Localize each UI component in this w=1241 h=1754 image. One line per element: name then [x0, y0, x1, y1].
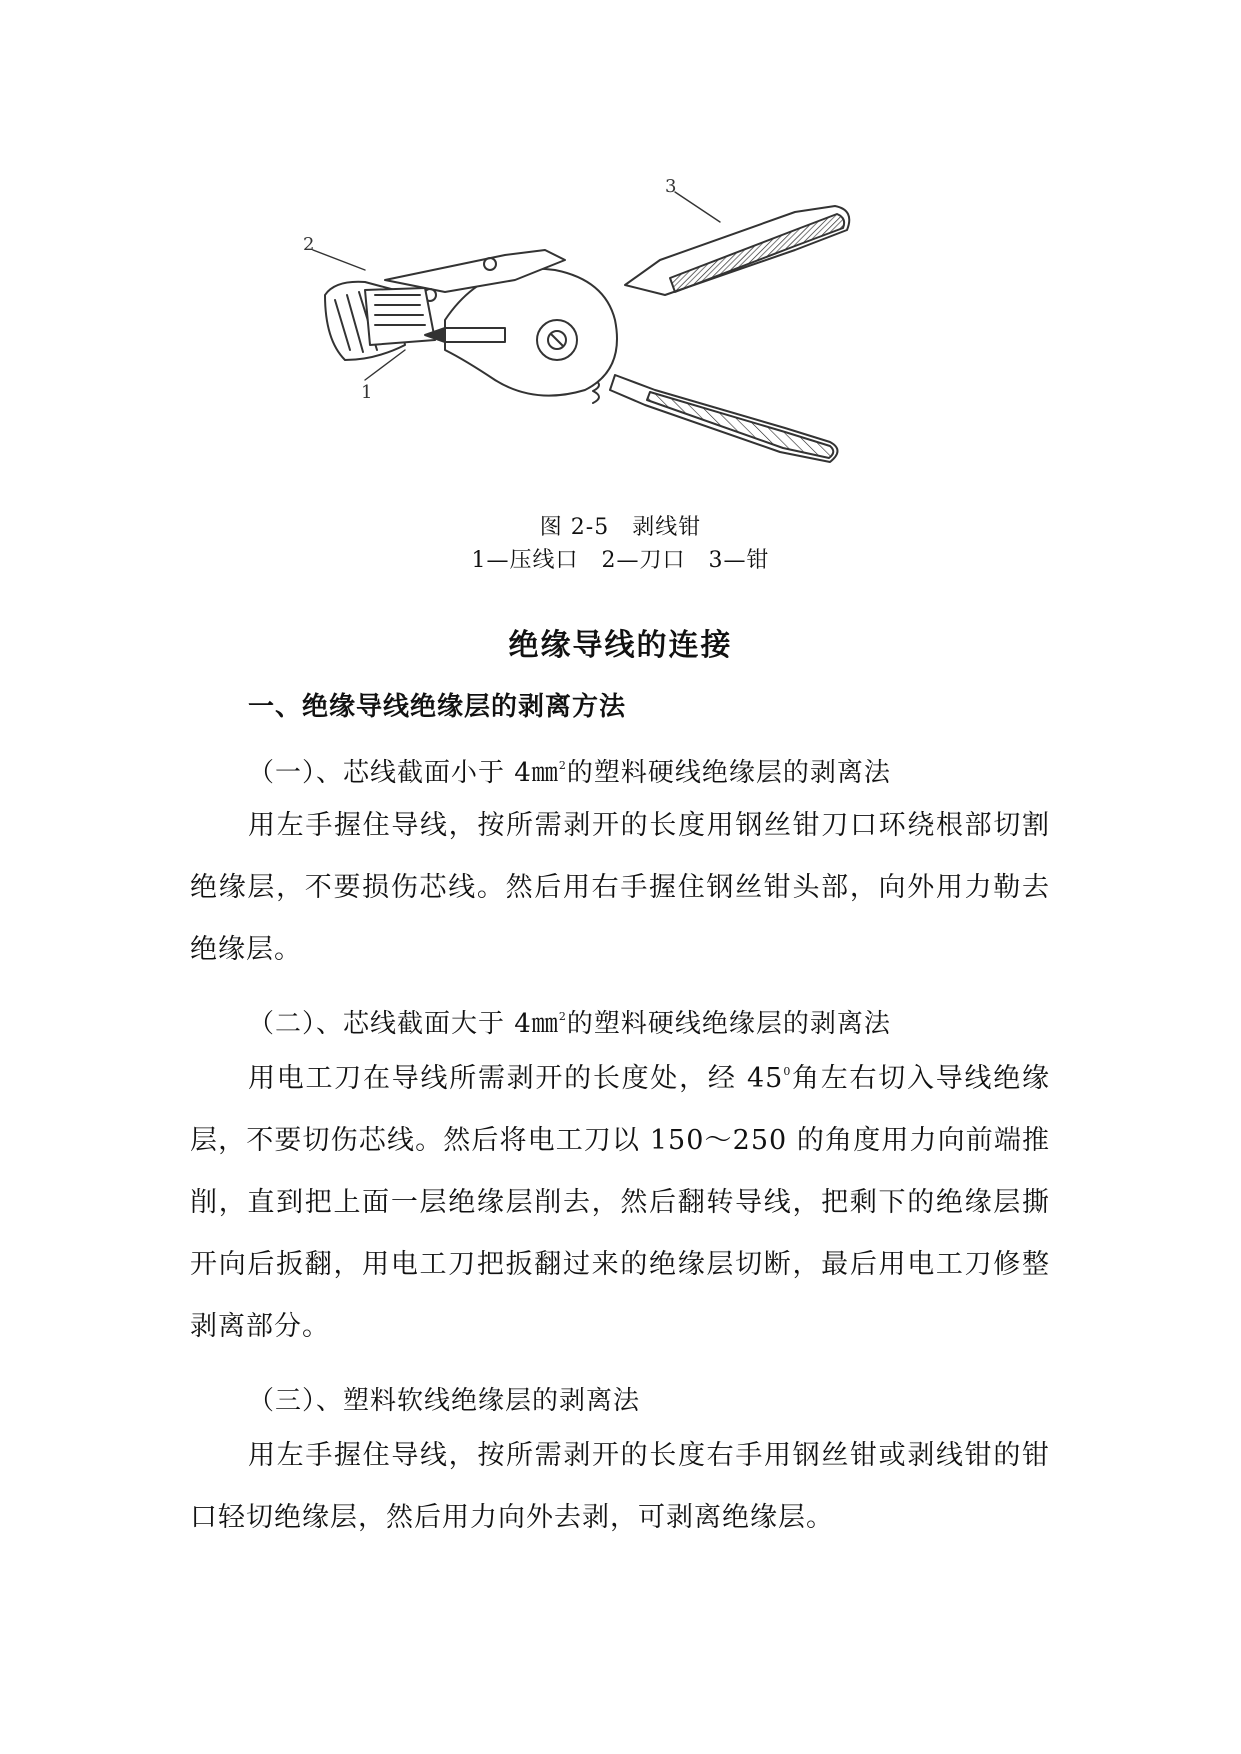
figure-label-3: 3 [665, 176, 677, 197]
figure-label-1: 1 [361, 382, 373, 403]
figure-caption: 图 2-5 剥线钳 [539, 515, 702, 540]
figure-caption-legend: 1—压线口 2—刀口 3—钳 [471, 548, 770, 573]
paragraph-1: 用左手握住导线，按所需剥开的长度用钢丝钳刀口环绕根部切割绝缘层，不要损伤芯线。然后用右手握住钢丝钳头部，向外用力勒去绝缘层。 [190, 810, 1050, 965]
subheading-3: （三）、塑料软线绝缘层的剥离法 [248, 1386, 641, 1416]
paragraph-3: 用左手握住导线，按所需剥开的长度右手用钢丝钳或剥线钳的钳口轻切绝缘层，然后用力向外去剥，可剥离绝缘层。 [190, 1440, 1050, 1533]
lower-grip [647, 392, 833, 458]
subheading-1: （一）、芯线截面小于 4㎜$^2$的塑料硬线绝缘层的剥离法 [248, 758, 891, 788]
page-title: 绝缘导线的连接 [508, 628, 733, 663]
figure-label-2: 2 [303, 234, 315, 255]
subheading-2: （二）、芯线截面大于 4㎜$^2$的塑料硬线绝缘层的剥离法 [248, 1009, 891, 1039]
upper-handle [625, 206, 849, 295]
paragraph-2: 用电工刀在导线所需剥开的长度处，经 $45^0$角左右切入导线绝缘层，不要切伤芯线。然后将电工刀以 150～250 的角度用力向前端推削，直到把上面一层绝缘层削去，然后翻转导线，把剩下的绝缘层撕开向后扳翻，用电工刀把扳翻过来的绝缘层切断，最后用电工刀修整剥离部分。 [190, 1063, 1050, 1342]
section-heading: 一、绝缘导线绝缘层的剥离方法 [248, 692, 627, 722]
wire-stripper-figure [303, 176, 925, 505]
